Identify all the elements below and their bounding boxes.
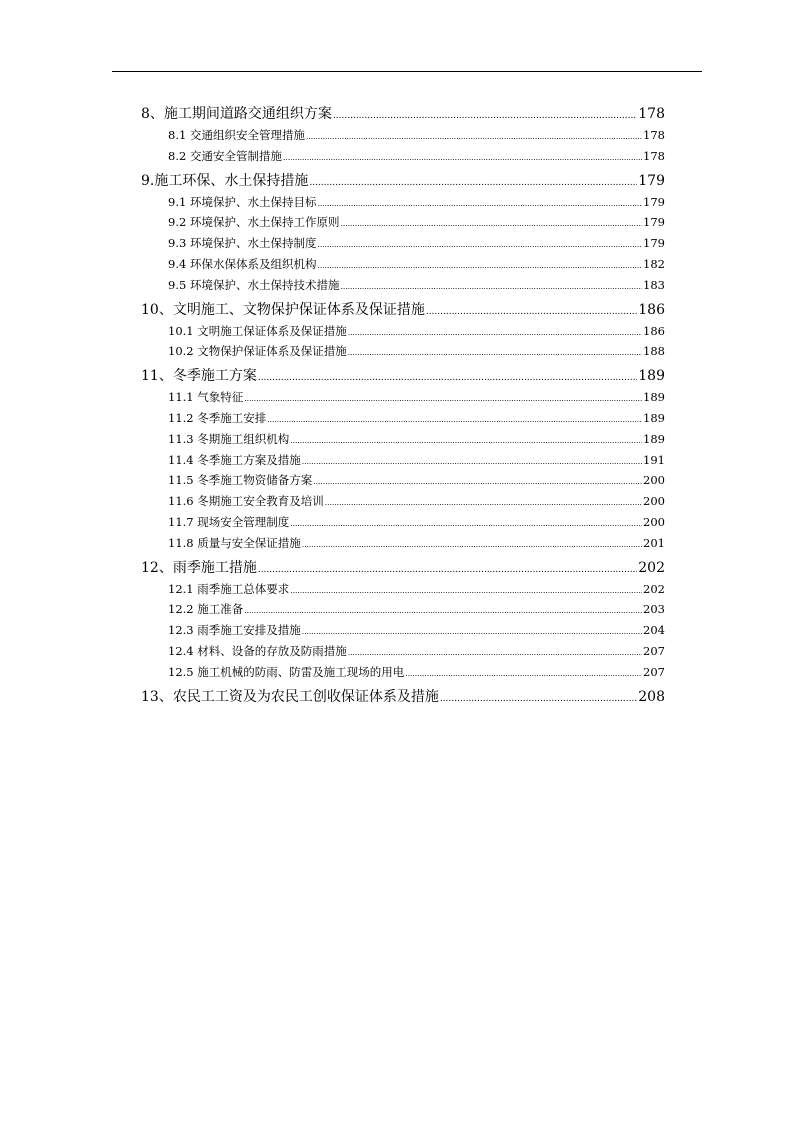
toc-entry-label: 8.1 交通组织安全管理措施 xyxy=(168,128,305,142)
toc-dot-leader xyxy=(302,622,642,643)
toc-entry-label: 8、施工期间道路交通组织方案 xyxy=(141,106,332,122)
toc-page-number: 178 xyxy=(638,106,665,122)
toc-page-number: 182 xyxy=(643,256,665,271)
toc-entry-label: 13、农民工工资及为农民工创收保证体系及措施 xyxy=(141,688,439,705)
toc-section-entry[interactable] xyxy=(168,620,665,641)
toc-entry-label: 12.3 雨季施工安排及措施 xyxy=(168,623,301,638)
toc-page-number: 189 xyxy=(643,390,665,405)
toc-dot-leader xyxy=(244,389,642,410)
toc-entry-label: 9.施工环保、水土保持措施 xyxy=(141,172,309,189)
toc-page-number: 207 xyxy=(643,643,665,658)
toc-dot-leader xyxy=(405,664,642,685)
toc-entry-label: 8.2 交通安全管制措施 xyxy=(168,148,282,163)
toc-chapter-entry[interactable] xyxy=(141,365,665,387)
toc-dot-leader xyxy=(348,343,642,364)
toc-section-entry[interactable] xyxy=(168,533,665,554)
toc-entry-label: 9.5 环境保护、水土保持技术措施 xyxy=(168,277,340,292)
toc-section-entry[interactable] xyxy=(168,275,665,296)
toc-dot-leader xyxy=(258,559,637,581)
toc-entry-label: 12.2 施工准备 xyxy=(168,602,244,617)
toc-page-number: 200 xyxy=(643,473,665,488)
toc-dot-leader xyxy=(290,581,642,602)
toc-entry-label: 9.1 环境保护、水土保持目标 xyxy=(168,194,317,209)
toc-entry-label: 12.1 雨季施工总体要求 xyxy=(168,581,290,596)
toc-dot-leader xyxy=(283,148,642,169)
toc-section-entry[interactable] xyxy=(168,254,665,275)
toc-section-entry[interactable] xyxy=(168,491,665,512)
toc-section-entry[interactable] xyxy=(168,641,665,662)
toc-dot-leader xyxy=(317,194,642,215)
toc-entry-label: 9.4 环保水保体系及组织机构 xyxy=(168,256,317,271)
toc-section-entry[interactable] xyxy=(168,387,665,408)
toc-entry-label: 9.3 环境保护、水土保持制度 xyxy=(168,236,317,251)
toc-page-number: 200 xyxy=(643,514,665,529)
toc-page-number: 189 xyxy=(643,431,665,446)
toc-entry-label: 12、雨季施工措施 xyxy=(141,559,257,576)
toc-page-number: 202 xyxy=(638,559,665,576)
toc-dot-leader xyxy=(333,105,637,127)
toc-section-entry[interactable] xyxy=(168,341,665,362)
toc-entry-label: 10.2 文物保护保证体系及保证措施 xyxy=(168,344,347,359)
toc-section-entry[interactable] xyxy=(168,146,665,167)
toc-section-entry[interactable] xyxy=(168,450,665,471)
toc-entry-label: 11.7 现场安全管理制度 xyxy=(168,514,290,529)
toc-dot-leader xyxy=(317,256,642,277)
toc-dot-leader xyxy=(340,214,642,235)
toc-entry-label: 11.1 气象特征 xyxy=(168,390,244,405)
toc-entry-label: 9.2 环境保护、水土保持工作原则 xyxy=(168,215,340,230)
toc-dot-leader xyxy=(440,688,637,710)
toc-page-number: 186 xyxy=(643,323,665,338)
toc-section-entry[interactable] xyxy=(168,579,665,600)
toc-chapter-entry[interactable] xyxy=(141,103,665,125)
toc-dot-leader xyxy=(302,452,642,473)
toc-entry-label: 11.4 冬季施工方案及措施 xyxy=(168,452,301,467)
toc-dot-leader xyxy=(348,643,642,664)
toc-page-number: 179 xyxy=(643,215,665,230)
toc-section-entry[interactable] xyxy=(168,125,665,146)
toc-dot-leader xyxy=(348,323,642,344)
toc-entry-label: 11.5 冬季施工物资储备方案 xyxy=(168,473,313,488)
toc-entry-label: 11.2 冬季施工安排 xyxy=(168,410,267,425)
toc-page-number: 189 xyxy=(638,368,665,385)
toc-dot-leader xyxy=(290,431,642,452)
toc-dot-leader xyxy=(309,172,637,194)
toc-dot-leader xyxy=(267,410,642,431)
toc-page-number: 202 xyxy=(643,581,665,596)
toc-page-number: 200 xyxy=(643,494,665,509)
toc-dot-leader xyxy=(313,472,642,493)
toc-section-entry[interactable] xyxy=(168,321,665,342)
toc-entry-label: 11.6 冬期施工安全教育及培训 xyxy=(168,494,324,509)
toc-page-number: 208 xyxy=(638,688,665,705)
toc-page-number: 179 xyxy=(643,236,665,251)
toc-page-number: 188 xyxy=(643,344,665,359)
toc-page-number: 183 xyxy=(643,277,665,292)
toc-entry-label: 12.5 施工机械的防雨、防雷及施工现场的用电 xyxy=(168,664,405,679)
toc-dot-leader xyxy=(317,235,642,256)
toc-section-entry[interactable] xyxy=(168,599,665,620)
toc-chapter-entry[interactable] xyxy=(141,299,665,321)
toc-section-entry[interactable] xyxy=(168,429,665,450)
toc-section-entry[interactable] xyxy=(168,233,665,254)
toc-page-number: 203 xyxy=(643,602,665,617)
toc-page-number: 191 xyxy=(643,452,665,467)
toc-page-number: 178 xyxy=(643,148,665,163)
toc-page-number: 178 xyxy=(643,128,665,142)
toc-section-entry[interactable] xyxy=(168,470,665,491)
toc-page-number: 204 xyxy=(643,623,665,638)
toc-page-number: 179 xyxy=(643,194,665,209)
toc-section-entry[interactable] xyxy=(168,192,665,213)
toc-section-entry[interactable] xyxy=(168,662,665,683)
toc-page-number: 189 xyxy=(643,410,665,425)
toc-entry-label: 11、冬季施工方案 xyxy=(141,368,257,385)
toc-dot-leader xyxy=(258,367,637,389)
table-of-contents xyxy=(0,100,794,708)
toc-dot-leader xyxy=(290,514,642,535)
toc-dot-leader xyxy=(426,301,637,323)
toc-page-number: 201 xyxy=(643,535,665,550)
toc-entry-label: 11.3 冬期施工组织机构 xyxy=(168,431,290,446)
toc-page-number: 179 xyxy=(638,172,665,189)
toc-dot-leader xyxy=(244,601,642,622)
toc-entry-label: 10.1 文明施工保证体系及保证措施 xyxy=(168,323,347,338)
toc-chapter-entry[interactable] xyxy=(141,557,665,579)
toc-dot-leader xyxy=(325,493,642,514)
toc-dot-leader xyxy=(302,535,642,556)
header-rule xyxy=(112,71,702,72)
toc-dot-leader xyxy=(306,127,642,148)
toc-entry-label: 11.8 质量与安全保证措施 xyxy=(168,535,301,550)
toc-page-number: 207 xyxy=(643,664,665,679)
toc-entry-label: 10、文明施工、文物保护保证体系及保证措施 xyxy=(141,301,425,318)
toc-section-entry[interactable] xyxy=(168,408,665,429)
toc-dot-leader xyxy=(340,277,642,298)
toc-chapter-entry[interactable] xyxy=(141,170,665,192)
toc-section-entry[interactable] xyxy=(168,212,665,233)
toc-page-number: 186 xyxy=(638,301,665,318)
toc-entry-label: 12.4 材料、设备的存放及防雨措施 xyxy=(168,643,347,658)
toc-section-entry[interactable] xyxy=(168,512,665,533)
toc-chapter-entry[interactable] xyxy=(141,686,665,708)
